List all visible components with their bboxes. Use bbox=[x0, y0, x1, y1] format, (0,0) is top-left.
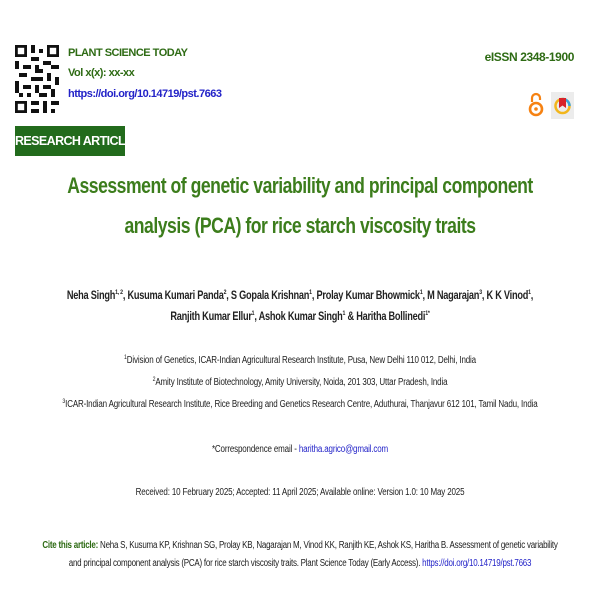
journal-volume: Vol x(x): xx-xx bbox=[68, 67, 135, 79]
author: Ashok Kumar Singh bbox=[258, 311, 343, 323]
citation-line-2: and principal component analysis (PCA) for rice starch viscosity traits. Plant Science Today (Early Access). https://doi.org/10.14719/pst.7663 bbox=[68, 558, 532, 569]
correspondence-email-link[interactable]: haritha.agrico@gmail.com bbox=[298, 444, 389, 455]
article-type-badge: RESEARCH ARTICLE bbox=[15, 126, 125, 156]
authors-line-1: Neha Singh$^{1, 2}$, Kusuma Kumari Panda$^2$, S Gopala Krishnan$^1$, Prolay Kumar Bhowmick$^1$, M Nagarajan$^3$, K K Vinod$^1$, bbox=[66, 289, 534, 302]
affiliation-3: $^3$ICAR-Indian Agricultural Research Institute, Rice Breeding and Genetics Research Centre, Aduthurai, Thanjavur 612 101, Tamil Nadu, India bbox=[62, 398, 538, 410]
article-title-line-2: analysis (PCA) for rice starch viscosity traits bbox=[124, 213, 476, 238]
journal-name: PLANT SCIENCE TODAY bbox=[68, 47, 188, 59]
citation-line-1: Cite this article: Neha S, Kusuma KP, Krishnan SG, Prolay KB, Nagarajan M, Vinod KK, Ranjith KE, Ashok KS, Haritha B. Assessment of genetic variability bbox=[42, 540, 558, 551]
affiliation-2: $^2$Amity Institute of Biotechnology, Amity University, Noida, 201 303, Uttar Pradesh, India bbox=[152, 376, 448, 388]
article-dates: Received: 10 February 2025; Accepted: 11 April 2025; Available online: Version 1.0: 10 May 2025 bbox=[135, 487, 465, 498]
affiliation-1: $^1$Division of Genetics, ICAR-Indian Agricultural Research Institute, Pusa, New Delhi 110 012, Delhi, India bbox=[124, 354, 476, 366]
author: Kusuma Kumari Panda bbox=[127, 290, 224, 302]
correspondence: *Correspondence email - haritha.agrico@gmail.com bbox=[211, 444, 389, 455]
citation-doi-link[interactable]: https://doi.org/10.14719/pst.7663 bbox=[422, 558, 532, 569]
open-access-icon bbox=[528, 92, 544, 118]
eissn: eISSN 2348-1900 bbox=[484, 50, 574, 64]
journal-doi-link[interactable]: https://doi.org/10.14719/pst.7663 bbox=[68, 88, 222, 100]
author: S Gopala Krishnan bbox=[230, 290, 310, 302]
author: Neha Singh bbox=[66, 290, 116, 302]
article-title-line-1: Assessment of genetic variability and principal component bbox=[67, 173, 533, 198]
authors-line-2: Ranjith Kumar Ellur$^1$, Ashok Kumar Singh$^1$ & Haritha Bollinedi$^{1*}$ bbox=[170, 310, 430, 323]
citation-label: Cite this article: bbox=[42, 540, 99, 551]
author: Ranjith Kumar Ellur bbox=[170, 311, 252, 323]
author: K K Vinod bbox=[486, 290, 529, 302]
crossmark-icon[interactable] bbox=[551, 92, 574, 119]
author: Haritha Bollinedi bbox=[356, 311, 426, 323]
author: Prolay Kumar Bhowmick bbox=[316, 290, 420, 302]
author: M Nagarajan bbox=[427, 290, 480, 302]
qr-code-icon bbox=[15, 45, 59, 113]
